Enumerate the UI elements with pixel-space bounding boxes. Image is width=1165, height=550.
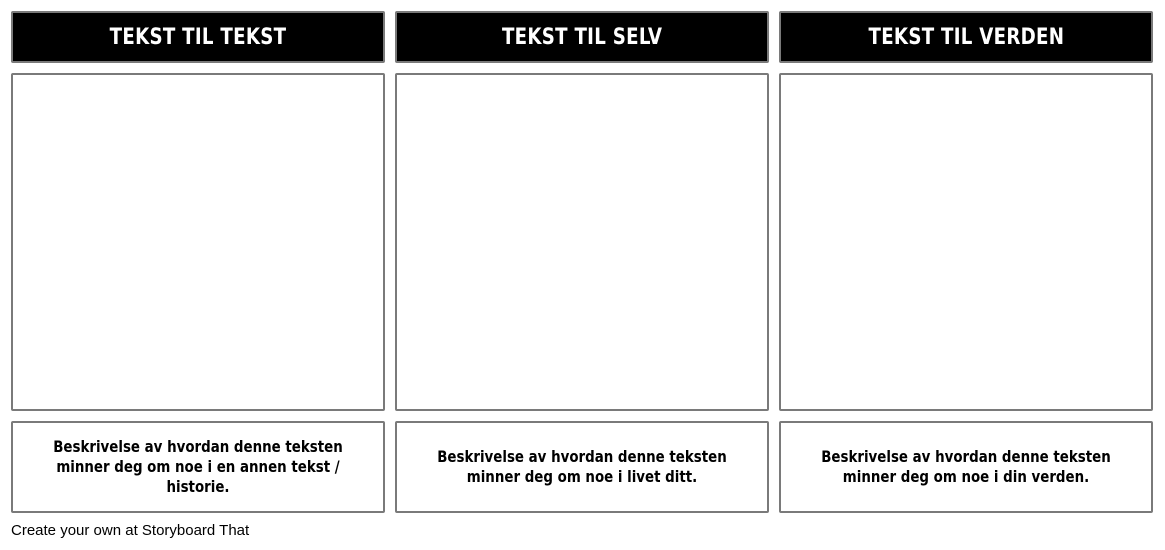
column-header	[11, 11, 385, 63]
column-header	[779, 11, 1153, 63]
description-box[interactable]	[11, 421, 385, 513]
storyboard-cell[interactable]	[779, 73, 1153, 411]
column-text-to-text	[11, 11, 385, 513]
description-box[interactable]	[779, 421, 1153, 513]
storyboard-cell[interactable]	[11, 73, 385, 411]
storyboard	[11, 11, 1154, 513]
storyboard-cell[interactable]	[395, 73, 769, 411]
description-text: Beskrivelse av hvordan denne teksten minner deg om noe i en annen tekst / historie.	[53, 437, 343, 496]
column-text-to-self	[395, 11, 769, 513]
description-box[interactable]	[395, 421, 769, 513]
column-title: TEKST TIL VERDEN	[868, 24, 1064, 50]
column-title: TEKST TIL SELV	[501, 24, 663, 50]
column-text-to-world	[779, 11, 1153, 513]
column-header	[395, 11, 769, 63]
storyboard-that-credit: Create your own at Storyboard That	[11, 522, 250, 539]
description-text: Beskrivelse av hvordan denne teksten minner deg om noe i din verden.	[821, 447, 1111, 486]
description-text: Beskrivelse av hvordan denne teksten minner deg om noe i livet ditt.	[437, 447, 727, 486]
column-title: TEKST TIL TEKST	[109, 24, 287, 50]
